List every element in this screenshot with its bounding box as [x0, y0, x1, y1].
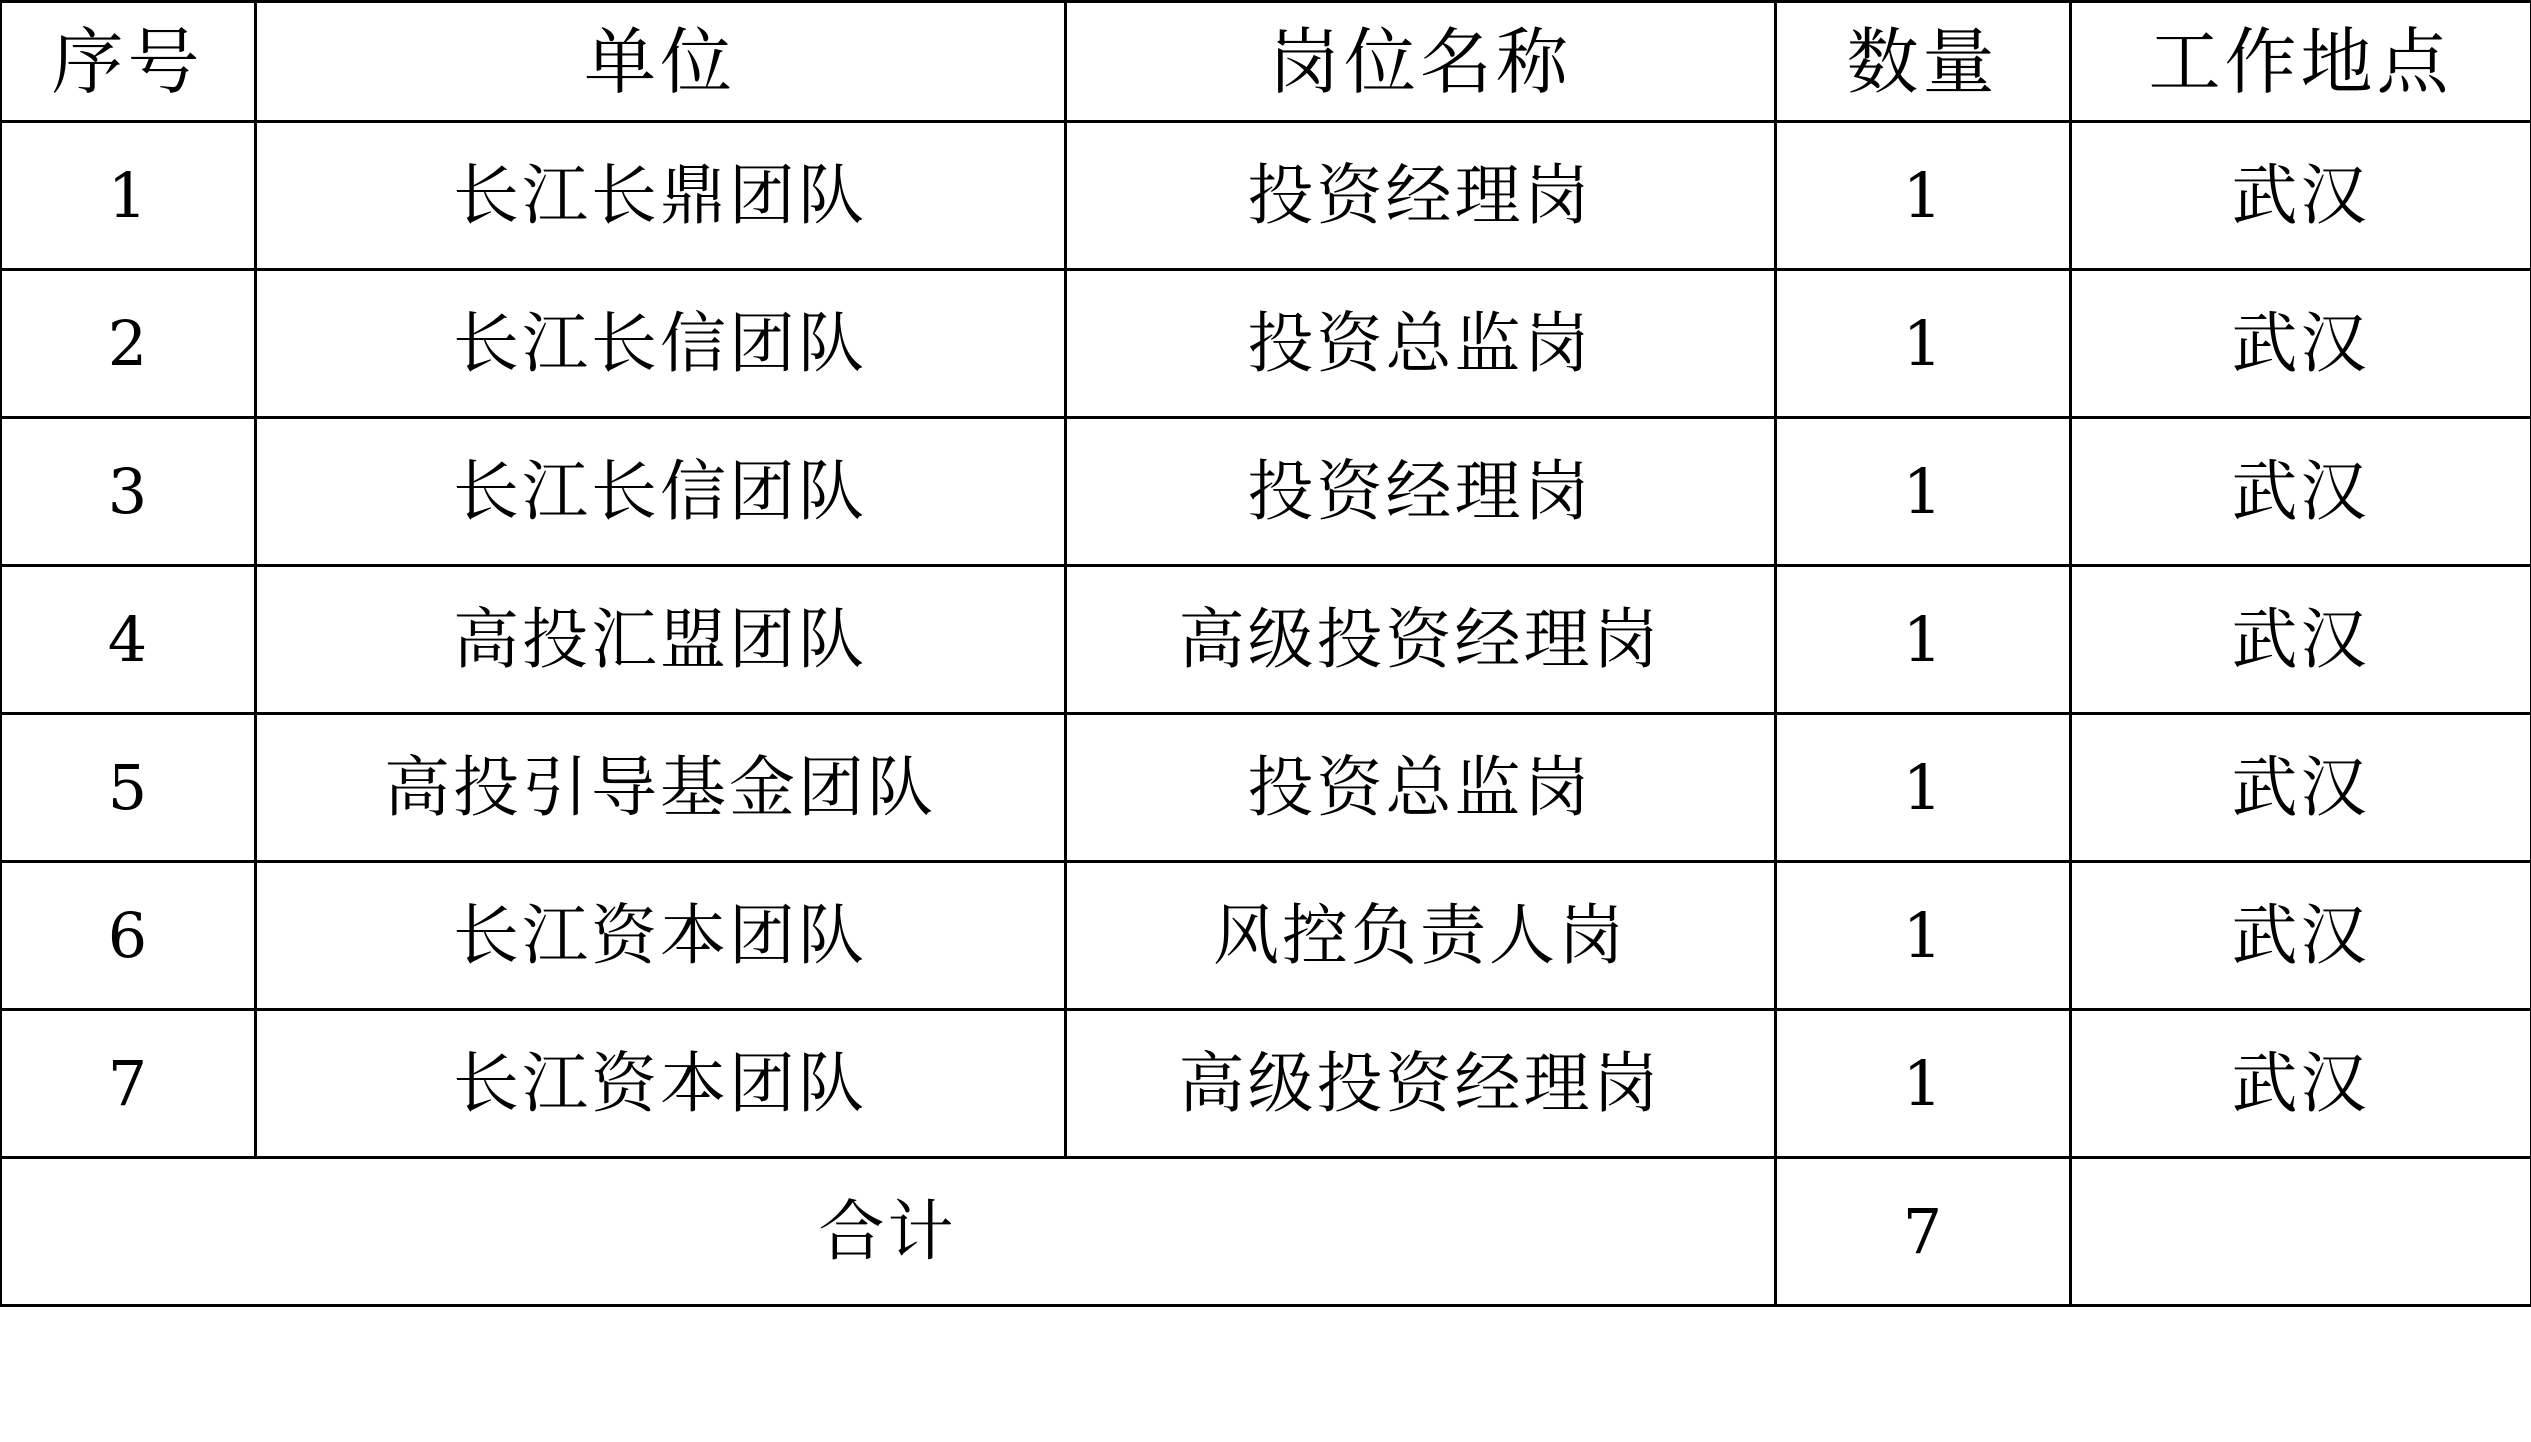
cell-quantity: 1 [1775, 862, 2070, 1010]
cell-position: 投资总监岗 [1065, 714, 1775, 862]
table-total-row [0, 1158, 2531, 1306]
cell-unit: 长江长信团队 [255, 270, 1065, 418]
table-row [0, 122, 2531, 270]
table-header-row [0, 2, 2531, 122]
cell-quantity: 1 [1775, 122, 2070, 270]
cell-position: 高级投资经理岗 [1065, 566, 1775, 714]
column-header-unit: 单位 [255, 2, 1065, 122]
cell-seq: 5 [0, 714, 255, 862]
table-row [0, 862, 2531, 1010]
cell-seq: 3 [0, 418, 255, 566]
table-row [0, 566, 2531, 714]
cell-quantity: 1 [1775, 270, 2070, 418]
cell-seq: 6 [0, 862, 255, 1010]
cell-unit: 长江长信团队 [255, 418, 1065, 566]
total-location [2070, 1158, 2531, 1306]
total-quantity: 7 [1775, 1158, 2070, 1306]
cell-quantity: 1 [1775, 1010, 2070, 1158]
cell-location: 武汉 [2070, 714, 2531, 862]
table-header [0, 2, 2531, 122]
cell-seq: 7 [0, 1010, 255, 1158]
column-header-seq: 序号 [0, 2, 255, 122]
column-header-location: 工作地点 [2070, 2, 2531, 122]
cell-seq: 2 [0, 270, 255, 418]
table-row [0, 1010, 2531, 1158]
cell-position: 高级投资经理岗 [1065, 1010, 1775, 1158]
cell-unit: 高投引导基金团队 [255, 714, 1065, 862]
cell-location: 武汉 [2070, 566, 2531, 714]
cell-quantity: 1 [1775, 714, 2070, 862]
table-row [0, 714, 2531, 862]
cell-unit: 长江长鼎团队 [255, 122, 1065, 270]
cell-position: 投资经理岗 [1065, 122, 1775, 270]
cell-seq: 4 [0, 566, 255, 714]
cell-quantity: 1 [1775, 418, 2070, 566]
cell-location: 武汉 [2070, 418, 2531, 566]
table-footer [0, 1158, 2531, 1306]
cell-location: 武汉 [2070, 862, 2531, 1010]
cell-quantity: 1 [1775, 566, 2070, 714]
table-row [0, 418, 2531, 566]
cell-position: 投资总监岗 [1065, 270, 1775, 418]
cell-unit: 高投汇盟团队 [255, 566, 1065, 714]
column-header-position: 岗位名称 [1065, 2, 1775, 122]
cell-location: 武汉 [2070, 1010, 2531, 1158]
cell-position: 投资经理岗 [1065, 418, 1775, 566]
cell-location: 武汉 [2070, 122, 2531, 270]
cell-seq: 1 [0, 122, 255, 270]
cell-position: 风控负责人岗 [1065, 862, 1775, 1010]
cell-unit: 长江资本团队 [255, 862, 1065, 1010]
table-row [0, 270, 2531, 418]
total-label: 合计 [0, 1158, 1775, 1306]
cell-location: 武汉 [2070, 270, 2531, 418]
column-header-quantity: 数量 [1775, 2, 2070, 122]
cell-unit: 长江资本团队 [255, 1010, 1065, 1158]
table-body [0, 122, 2531, 1158]
